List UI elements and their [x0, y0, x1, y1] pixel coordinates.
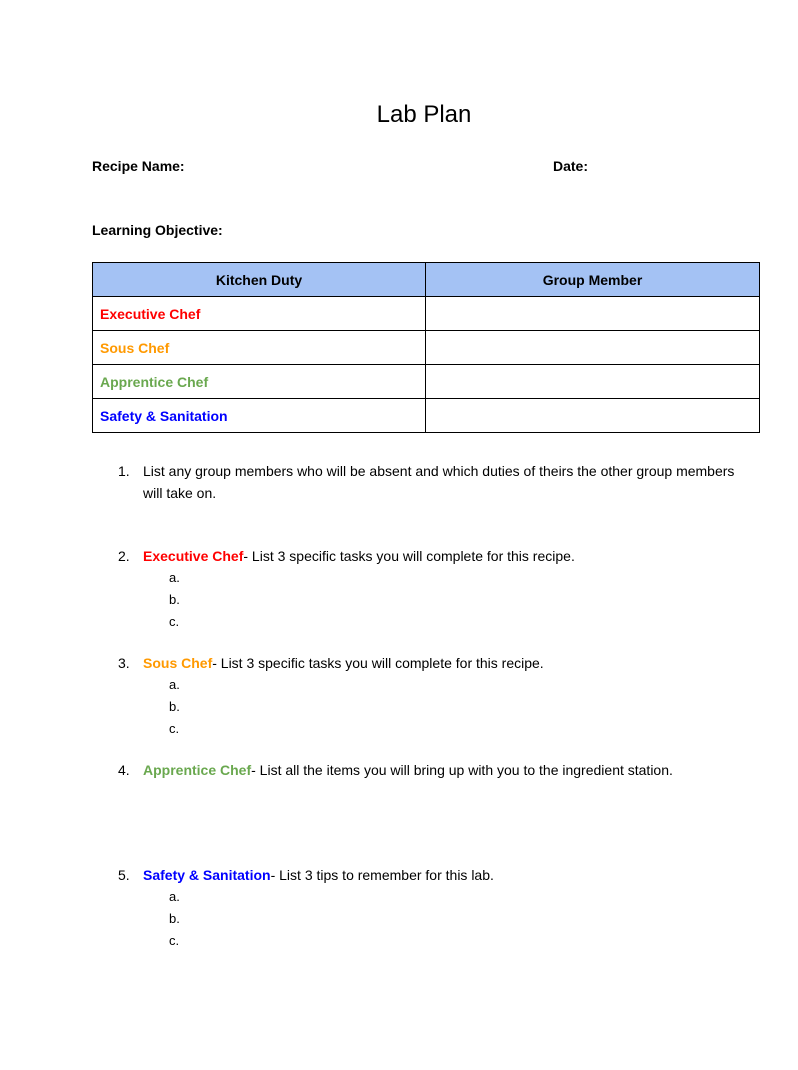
question-2-sub-b: b. [169, 592, 180, 607]
date-label: Date: [553, 158, 589, 174]
table-row [93, 365, 760, 399]
question-4-number: 4. [118, 762, 130, 778]
recipe-name-label: Recipe Name: [92, 158, 185, 174]
question-5-number: 5. [118, 867, 130, 883]
question-3-text [143, 652, 753, 674]
question-4-text [143, 759, 763, 781]
table-row [93, 399, 760, 433]
question-1-body: List any group members who will be absent and which duties of theirs the other group members will take on. [143, 463, 735, 501]
duty-executive-chef: Executive Chef [93, 297, 426, 331]
member-cell[interactable] [426, 365, 760, 399]
question-2-number: 2. [118, 548, 130, 564]
question-2-sub-c: c. [169, 614, 180, 629]
question-5-body: - List 3 tips to remember for this lab. [270, 867, 494, 883]
question-2-sub-a: a. [169, 570, 180, 585]
duty-apprentice-chef: Apprentice Chef [93, 365, 426, 399]
question-4-role: Apprentice Chef [143, 762, 252, 778]
duty-safety-sanitation: Safety & Sanitation [93, 399, 426, 433]
question-3-role: Sous Chef [143, 655, 213, 671]
question-3-sub-b: b. [169, 699, 180, 714]
question-5-text [143, 864, 753, 886]
question-5-sub-b: b. [169, 911, 180, 926]
kitchen-duty-header: Kitchen Duty [93, 263, 426, 297]
question-3-number: 3. [118, 655, 130, 671]
question-5-sub-a: a. [169, 889, 180, 904]
question-4-body: - List all the items you will bring up with you to the ingredient station. [251, 762, 673, 778]
question-5-role: Safety & Sanitation [143, 867, 271, 883]
question-2-body: - List 3 specific tasks you will complete for this recipe. [243, 548, 575, 564]
table-row [93, 331, 760, 365]
group-member-header: Group Member [426, 263, 760, 297]
duty-sous-chef: Sous Chef [93, 331, 426, 365]
table-header-row [93, 263, 760, 297]
question-1-number: 1. [118, 463, 130, 479]
question-3-sub-c: c. [169, 721, 180, 736]
question-3-sub-a: a. [169, 677, 180, 692]
question-1-text [143, 460, 743, 504]
question-2-role: Executive Chef [143, 548, 244, 564]
page-title: Lab Plan [376, 101, 472, 128]
table-row [93, 297, 760, 331]
member-cell[interactable] [426, 331, 760, 365]
member-cell[interactable] [426, 297, 760, 331]
question-5-sub-c: c. [169, 933, 180, 948]
kitchen-duty-table [92, 262, 760, 433]
learning-objective-label: Learning Objective: [92, 222, 223, 238]
member-cell[interactable] [426, 399, 760, 433]
question-3-body: - List 3 specific tasks you will complete for this recipe. [212, 655, 544, 671]
question-2-text [143, 545, 753, 567]
